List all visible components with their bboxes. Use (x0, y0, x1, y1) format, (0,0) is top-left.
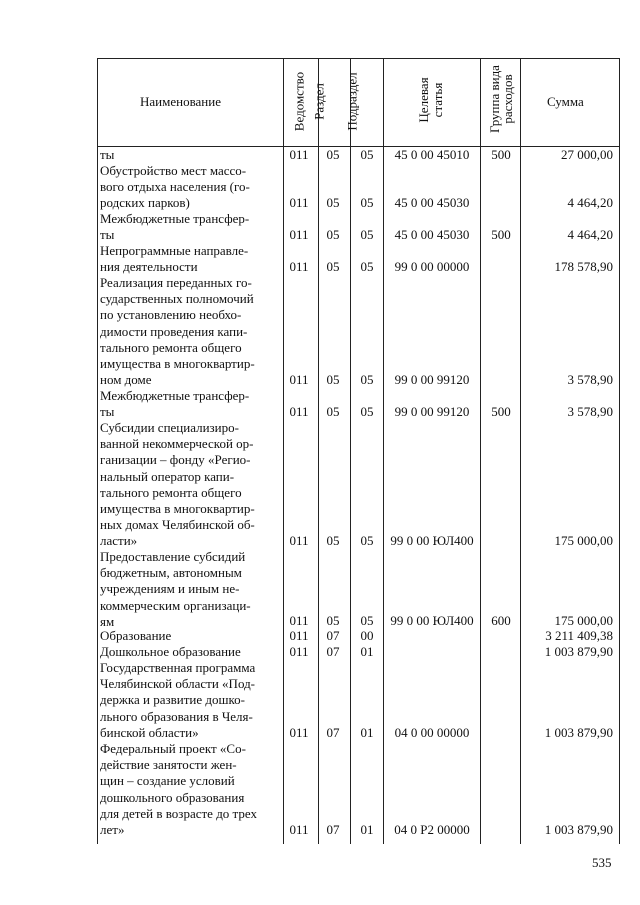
table-row (97, 660, 620, 741)
table-top-border (97, 58, 620, 59)
table-row (97, 211, 620, 243)
row-cel: 99 0 00 99120 (394, 403, 470, 419)
row-pod: 05 (360, 146, 374, 162)
row-ved: 011 (289, 821, 309, 837)
table-row (97, 388, 620, 420)
row-cel: 45 0 00 45030 (394, 226, 470, 242)
table-row (97, 741, 620, 838)
table-row (97, 549, 620, 629)
row-cel: 04 0 P2 00000 (394, 821, 470, 837)
row-raz: 07 (326, 724, 340, 740)
row-name: Образование (100, 628, 172, 643)
row-sum: 3 578,90 (567, 403, 613, 419)
row-raz: 05 (326, 403, 340, 419)
header-celevaya: Целевая статья (416, 77, 445, 123)
row-grp: 500 (491, 403, 511, 419)
row-cel: 45 0 00 45010 (394, 146, 470, 162)
row-pod: 01 (360, 821, 374, 837)
row-grp: 500 (491, 226, 511, 242)
header-summa: Сумма (547, 94, 584, 109)
row-name: Межбюджетные трансфер- ты (100, 388, 250, 420)
row-ved: 011 (289, 403, 309, 419)
row-name: Межбюджетные трансфер- ты (100, 211, 250, 243)
row-ved: 011 (289, 258, 309, 274)
row-name: ты (100, 147, 115, 162)
row-sum: 4 464,20 (567, 194, 613, 210)
table-row (97, 644, 620, 660)
row-sum: 4 464,20 (567, 226, 613, 242)
row-name: Субсидии специализиро- ванной некоммерческой ор- ганизации – фонду «Регио- нальный оператор капи- тального ремонта общего имущества в многоквартир- ных домах Челябинской об- ласти» (100, 420, 255, 549)
row-pod: 00 (360, 627, 374, 643)
table-row (97, 243, 620, 275)
table-row (97, 147, 620, 163)
header-podrazdel: Подраздел (344, 72, 360, 131)
row-pod: 05 (360, 258, 374, 274)
row-raz: 05 (326, 226, 340, 242)
row-cel: 99 0 00 ЮЛ400 (390, 532, 474, 548)
page-number: 535 (592, 855, 612, 870)
row-pod: 05 (360, 612, 374, 628)
row-ved: 011 (289, 532, 309, 548)
row-name: Государственная программа Челябинской области «Под- держка и развитие дошко- льного образования в Челя- бинской области» (100, 660, 256, 740)
row-cel: 04 0 00 00000 (394, 724, 470, 740)
header-name: Наименование (140, 94, 221, 109)
row-raz: 05 (326, 612, 340, 628)
row-pod: 05 (360, 226, 374, 242)
row-ved: 011 (289, 724, 309, 740)
row-name: Дошкольное образование (100, 644, 241, 659)
row-cel: 99 0 00 00000 (394, 258, 470, 274)
row-ved: 011 (289, 612, 309, 628)
row-raz: 07 (326, 627, 340, 643)
table-row (97, 420, 620, 549)
row-raz: 05 (326, 532, 340, 548)
table-row (97, 628, 620, 644)
row-sum: 1 003 879,90 (544, 643, 613, 659)
row-raz: 07 (326, 643, 340, 659)
header-gruppa: Группа вида расходов (487, 65, 515, 133)
row-pod: 05 (360, 532, 374, 548)
row-sum: 3 578,90 (567, 371, 613, 387)
row-sum: 27 000,00 (561, 146, 613, 162)
row-sum: 1 003 879,90 (544, 821, 613, 837)
row-ved: 011 (289, 627, 309, 643)
row-raz: 05 (326, 258, 340, 274)
row-sum: 175 000,00 (554, 612, 613, 628)
row-ved: 011 (289, 194, 309, 210)
row-ved: 011 (289, 226, 309, 242)
row-grp: 600 (491, 612, 511, 628)
header-vedomstvo: Ведомство (291, 71, 307, 132)
row-raz: 05 (326, 194, 340, 210)
row-name: Непрограммные направле- ния деятельности (100, 243, 249, 275)
table-row (97, 275, 620, 388)
row-cel: 99 0 00 ЮЛ400 (390, 612, 474, 628)
row-pod: 05 (360, 403, 374, 419)
row-sum: 175 000,00 (554, 532, 613, 548)
row-cel: 45 0 00 45030 (394, 194, 470, 210)
row-raz: 05 (326, 146, 340, 162)
row-sum: 1 003 879,90 (544, 724, 613, 740)
row-pod: 05 (360, 371, 374, 387)
row-pod: 01 (360, 643, 374, 659)
row-name: Обустройство мест массо- вого отдыха населения (го- родских парков) (100, 163, 250, 211)
row-sum: 178 578,90 (554, 258, 613, 274)
row-raz: 07 (326, 821, 340, 837)
row-name: Реализация переданных го- сударственных полномочий по установлению необхо- димости проведения капи- тального ремонта общего имущества в многоквартир- ном доме (100, 275, 255, 388)
row-name: Предоставление субсидий бюджетным, автономным учреждениям и иным не- коммерческим организаци- ям (100, 549, 251, 629)
row-sum: 3 211 409,38 (545, 627, 613, 643)
row-ved: 011 (289, 643, 309, 659)
row-name: Федеральный проект «Со- действие занятости жен- щин – создание условий дошкольного образования для детей в возрасте до трех лет» (100, 741, 257, 838)
row-raz: 05 (326, 371, 340, 387)
row-grp: 500 (491, 146, 511, 162)
row-ved: 011 (289, 146, 309, 162)
row-ved: 011 (289, 371, 309, 387)
row-pod: 01 (360, 724, 374, 740)
row-cel: 99 0 00 99120 (394, 371, 470, 387)
table-row (97, 163, 620, 211)
header-razdel: Раздел (311, 83, 327, 120)
row-pod: 05 (360, 194, 374, 210)
